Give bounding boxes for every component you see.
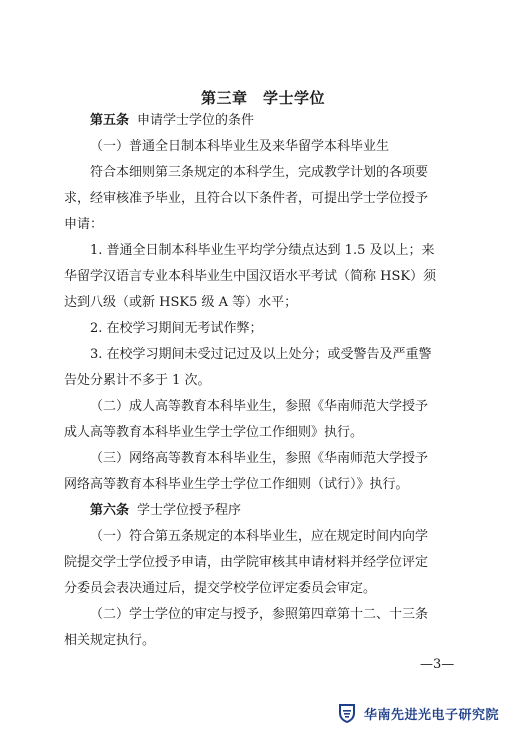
para-5-1-line: 求，经审核准予毕业，且符合以下条件者，可提出学士学位授予 [64,191,429,206]
condition-1-line: 1. 普通全日制本科毕业生平均学分绩点达到 1.5 及以上；来 [90,243,435,258]
section-6-2-line: 相关规定执行。 [64,633,156,648]
section-6-1-line: 分委员会表决通过后，提交学校学位评定委员会审定。 [64,581,377,596]
condition-3-line: 3. 在校学习期间未受过记过及以上处分；或受警告及严重警 [90,347,432,362]
article-5-title: 申请学士学位的条件 [137,113,255,128]
condition-1-line: 华留学汉语言专业本科毕业生中国汉语水平考试（简称 HSK）须 [64,269,437,284]
section-6-1-line: 院提交学士学位授予申请，由学院审核其申请材料并经学位评定 [64,555,429,570]
article-6-number: 第六条 [90,503,130,518]
section-6-1-line: （一）符合第五条规定的本科毕业生，应在规定时间内向学 [90,529,429,544]
chapter-title: 第三章 学士学位 [200,89,325,107]
article-5-heading-line [90,112,500,130]
condition-1-line: 达到八级（或新 HSK5 级 A 等）水平； [64,295,298,310]
para-5-1-line: 申请： [64,217,104,232]
section-5-2-line: 成人高等教育本科毕业生学士学位工作细则》执行。 [64,425,364,440]
condition-2-line: 2. 在校学习期间无考试作弊； [90,321,263,336]
section-5-1-heading: （一）普通全日制本科毕业生及来华留学本科毕业生 [90,139,390,154]
para-5-1-line: 符合本细则第三条规定的本科学生，完成教学计划的各项要 [90,165,429,180]
institute-shield-icon [336,702,358,724]
section-5-3-line: 网络高等教育本科毕业生学士学位工作细则（试行）》执行。 [64,477,409,492]
condition-3-line: 告处分累计不多于 1 次。 [64,373,211,388]
watermark-text: 华南先进光电子研究院 [364,707,500,723]
article-6-title: 学士学位授予程序 [137,503,242,518]
section-5-2-line: （二）成人高等教育本科毕业生，参照《华南师范大学授予 [90,399,429,414]
page-number: —3— [420,657,455,672]
watermark [336,700,499,726]
article-5-number: 第五条 [90,113,130,128]
section-5-3-line: （三）网络高等教育本科毕业生，参照《华南师范大学授予 [90,451,429,466]
article-6-heading-line [90,502,500,520]
section-6-2-line: （二）学士学位的审定与授予，参照第四章第十二、十三条 [90,607,429,622]
